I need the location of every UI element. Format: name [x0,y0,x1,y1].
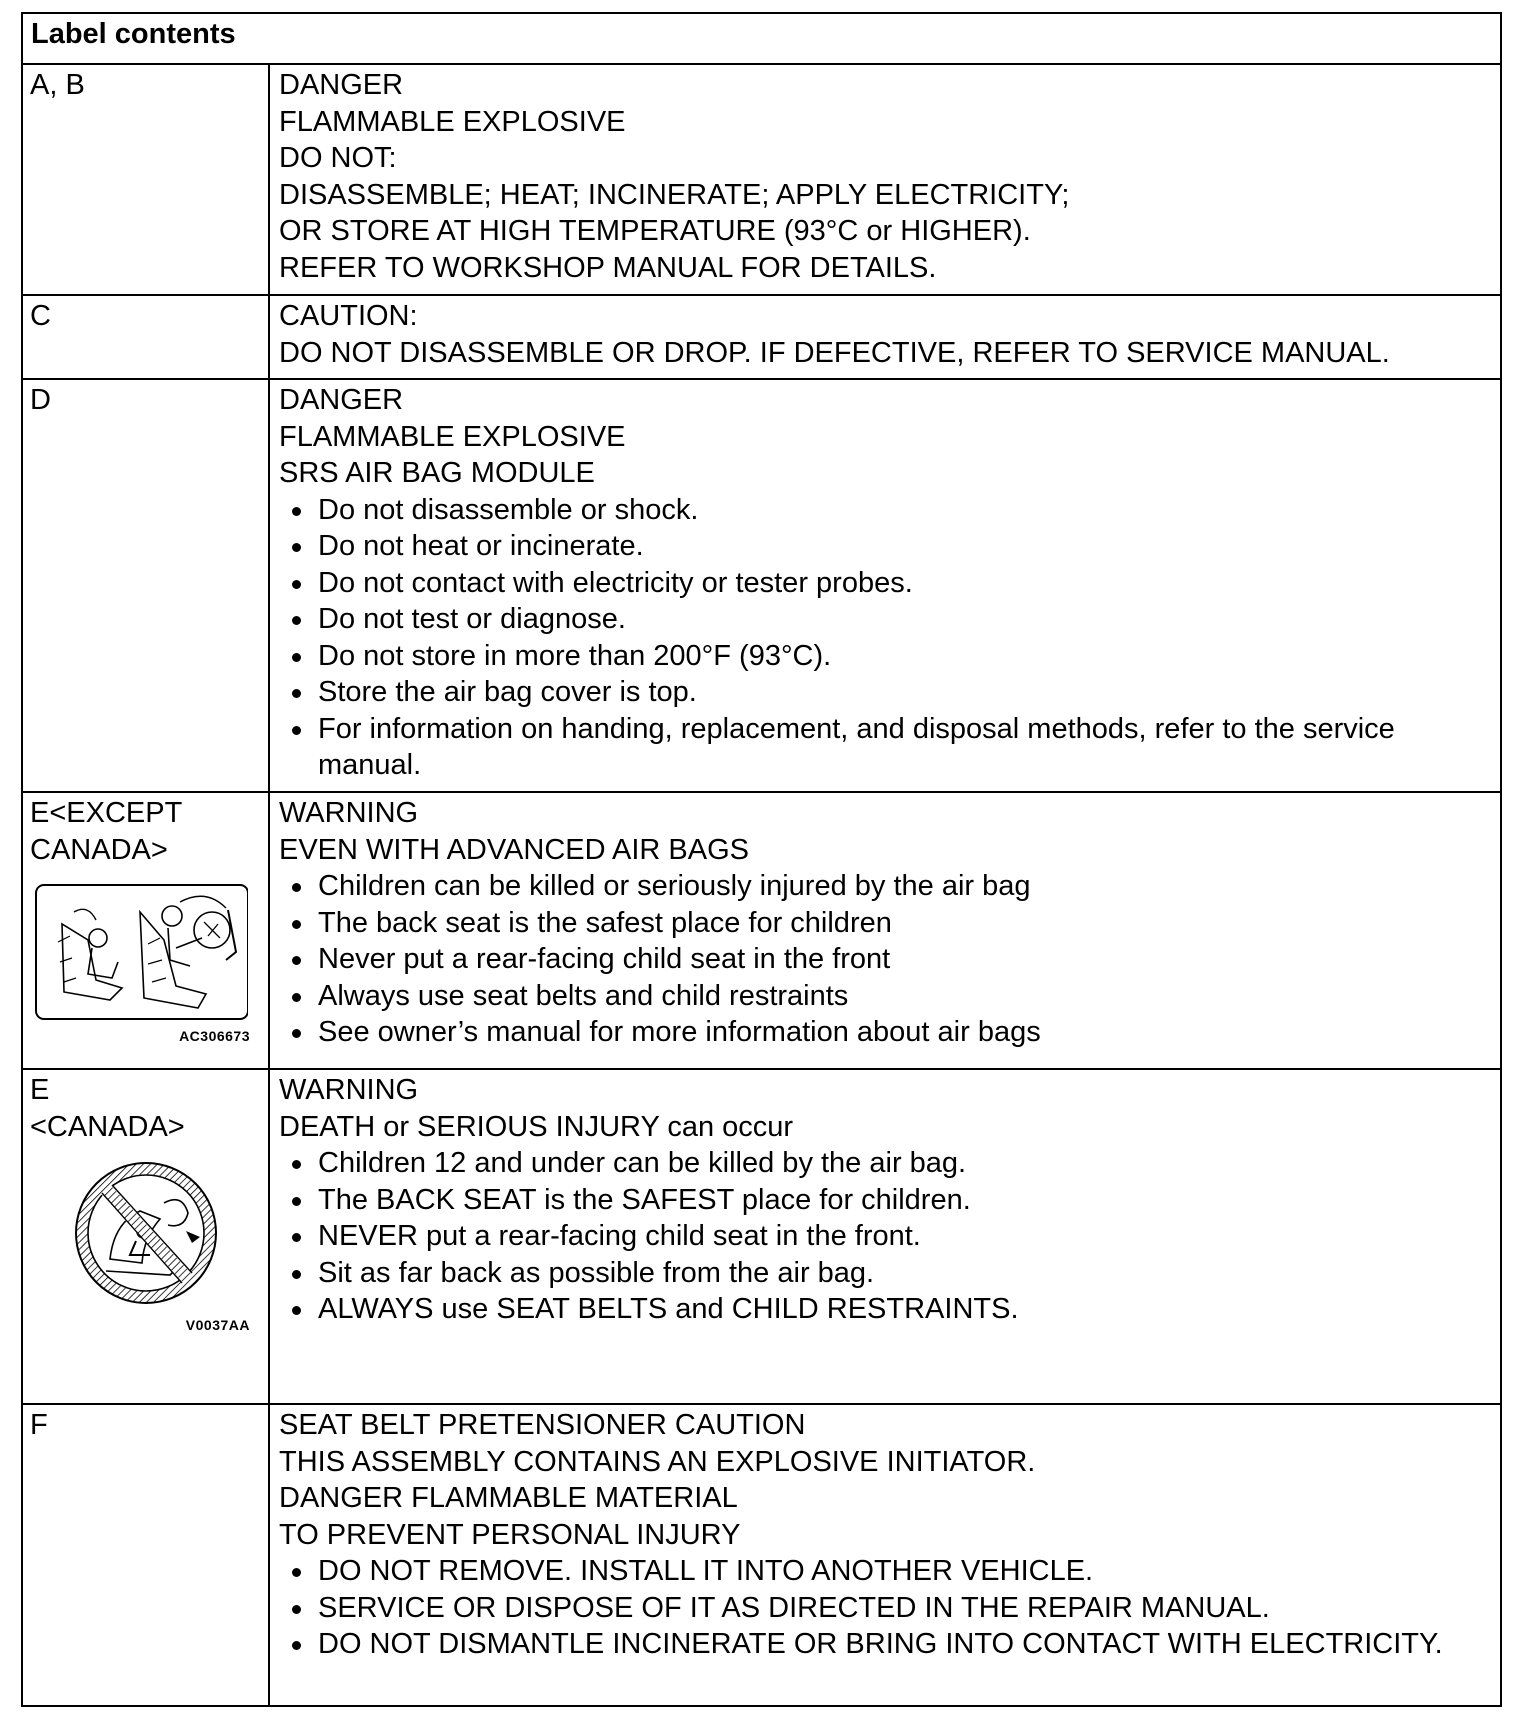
row-label: D [22,379,269,792]
row-label-line: E [30,1074,50,1106]
row-content [269,295,1501,379]
content-line: SRS AIR BAG MODULE [279,457,595,489]
bullet-item: Children can be killed or seriously injured by the air bag [279,868,1500,905]
child-seat-warning-figure [30,882,268,1044]
content-line: THIS ASSEMBLY CONTAINS AN EXPLOSIVE INITIATOR. [279,1445,1036,1478]
content-line: DANGER FLAMMABLE MATERIAL [279,1482,738,1514]
content-line: DANGER [279,384,404,416]
bullet-item: Do not contact with electricity or tester probes. [279,565,1500,602]
row-label: C [22,295,269,379]
airbag-child-seat-icon [30,882,248,1022]
bullet-item: For information on handing, replacement, and disposal methods, refer to the service manual. [279,711,1500,784]
table-row [22,379,1501,792]
content-line: EVEN WITH ADVANCED AIR BAGS [279,833,750,866]
content-line: SEAT BELT PRETENSIONER CAUTION [279,1409,806,1441]
content-line: OR STORE AT HIGH TEMPERATURE (93°C or HIGHER). [279,215,1031,247]
table-row [22,64,1501,295]
figure-code: V0037AA [185,1316,250,1333]
bullet-item: The BACK SEAT is the SAFEST place for children. [279,1182,1500,1219]
content-line: DANGER [279,69,404,101]
bullet-item: Store the air bag cover is top. [279,674,1500,711]
bullet-item: Do not disassemble or shock. [279,492,1500,529]
table-row [22,1069,1501,1404]
bullet-item: Do not test or diagnose. [279,601,1500,638]
row-content [269,1069,1501,1404]
table-row [22,792,1501,1069]
row-content [269,792,1501,1069]
row-label-line: <CANADA> [30,1110,185,1143]
table-row [22,1404,1501,1706]
row-label-line: E<EXCEPT [30,797,183,829]
content-line: TO PREVENT PERSONAL INJURY [279,1518,741,1551]
content-line: FLAMMABLE EXPLOSIVE [279,105,626,138]
figure-code: AC306673 [179,1027,250,1044]
content-line: DO NOT: [279,142,397,174]
bullet-item: The back seat is the safest place for children [279,905,1500,942]
row-content [269,64,1501,295]
bullet-item: NEVER put a rear-facing child seat in the front. [279,1218,1500,1255]
table-row [22,295,1501,379]
no-rear-facing-seat-figure [30,1159,268,1333]
content-line: DEATH or SERIOUS INJURY can occur [279,1110,794,1143]
content-line: DO NOT DISASSEMBLE OR DROP. IF DEFECTIVE, REFER TO SERVICE MANUAL. [279,336,1390,369]
bullet-list [279,492,1500,784]
bullet-item: Always use seat belts and child restraints [279,978,1500,1015]
row-label-line: CANADA> [30,833,168,866]
bullet-list [279,1145,1500,1328]
table-header-row [22,13,1501,64]
content-line: DISASSEMBLE; HEAT; INCINERATE; APPLY ELECTRICITY; [279,178,1070,211]
content-line: WARNING [279,1074,419,1106]
bullet-item: DO NOT DISMANTLE INCINERATE OR BRING INTO CONTACT WITH ELECTRICITY. [279,1626,1500,1663]
bullet-item: See owner’s manual for more information about air bags [279,1014,1500,1051]
prohibition-child-seat-icon [70,1159,230,1309]
row-label: F [22,1404,269,1706]
bullet-item: Do not store in more than 200°F (93°C). [279,638,1500,675]
label-contents-table [21,12,1502,1707]
bullet-list [279,1553,1500,1663]
bullet-item: Do not heat or incinerate. [279,528,1500,565]
bullet-item: Sit as far back as possible from the air bag. [279,1255,1500,1292]
bullet-item: SERVICE OR DISPOSE OF IT AS DIRECTED IN THE REPAIR MANUAL. [279,1590,1500,1627]
content-line: REFER TO WORKSHOP MANUAL FOR DETAILS. [279,251,937,284]
content-line: FLAMMABLE EXPLOSIVE [279,420,626,453]
row-label [22,1069,269,1404]
row-content [269,1404,1501,1706]
bullet-item: DO NOT REMOVE. INSTALL IT INTO ANOTHER VEHICLE. [279,1553,1500,1590]
bullet-item: ALWAYS use SEAT BELTS and CHILD RESTRAINTS. [279,1291,1500,1328]
content-line: CAUTION: [279,300,418,332]
bullet-item: Never put a rear-facing child seat in the front [279,941,1500,978]
bullet-item: Children 12 and under can be killed by the air bag. [279,1145,1500,1182]
row-content [269,379,1501,792]
row-label: A, B [22,64,269,295]
table-header: Label contents [22,13,1501,64]
content-line: WARNING [279,797,419,829]
bullet-list [279,868,1500,1051]
row-label [22,792,269,1069]
